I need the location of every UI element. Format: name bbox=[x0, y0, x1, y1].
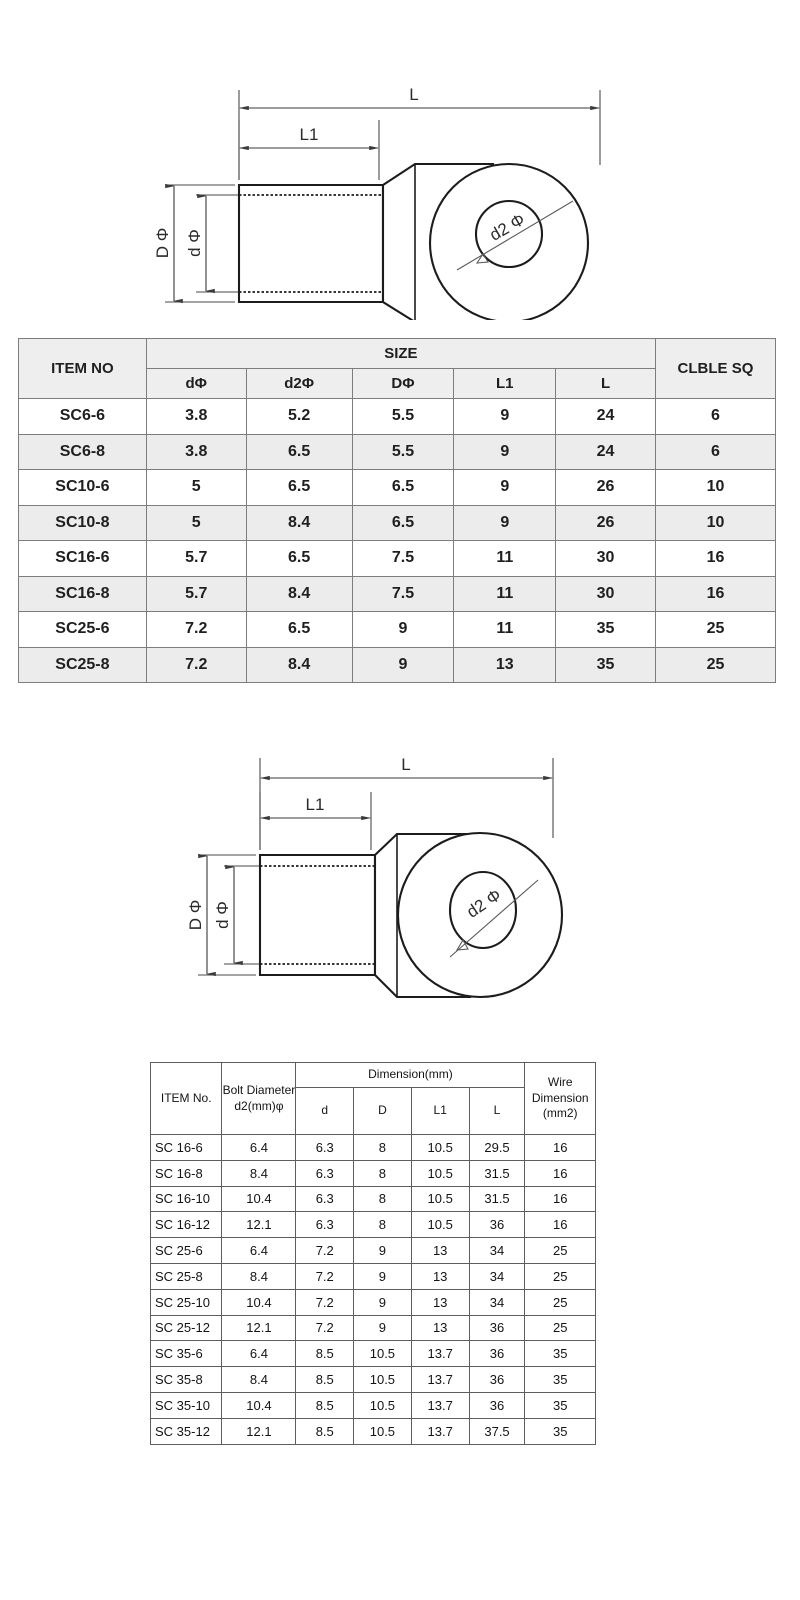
dimension-label-L1-2: L1 bbox=[305, 795, 325, 814]
cell-d2: 6.5 bbox=[246, 470, 352, 506]
table-row bbox=[19, 399, 776, 435]
dimension-label-L-2: L bbox=[401, 755, 411, 774]
cell-d: 7.2 bbox=[296, 1263, 354, 1289]
cell-L1: 13 bbox=[411, 1315, 469, 1341]
cell-wire: 35 bbox=[525, 1341, 596, 1367]
cell-bolt: 8.4 bbox=[222, 1367, 296, 1393]
cell-D: 10.5 bbox=[354, 1418, 412, 1444]
cell-L: 35 bbox=[556, 612, 656, 648]
cell-L: 26 bbox=[556, 505, 656, 541]
cell-D: 7.5 bbox=[352, 541, 454, 577]
cell-D: 7.5 bbox=[352, 576, 454, 612]
cell-d: 6.3 bbox=[296, 1160, 354, 1186]
cell-L: 36 bbox=[469, 1367, 525, 1393]
cell-d: 6.3 bbox=[296, 1186, 354, 1212]
cell-item: SC6-6 bbox=[19, 399, 147, 435]
dimension-label-D-2: D Φ bbox=[186, 899, 205, 931]
lug-diagram-bottom bbox=[0, 710, 800, 1040]
cell-d: 7.2 bbox=[296, 1289, 354, 1315]
cell-D: 10.5 bbox=[354, 1392, 412, 1418]
th-item-no: ITEM NO bbox=[19, 339, 147, 399]
cell-item: SC16-6 bbox=[19, 541, 147, 577]
table2-header-row-1 bbox=[151, 1063, 596, 1088]
cell-item: SC 25-12 bbox=[151, 1315, 222, 1341]
cell-d: 7.2 bbox=[296, 1315, 354, 1341]
cell-bolt: 10.4 bbox=[222, 1289, 296, 1315]
cell-wire: 25 bbox=[525, 1315, 596, 1341]
cell-D: 9 bbox=[354, 1315, 412, 1341]
cell-L: 24 bbox=[556, 434, 656, 470]
cell-d: 5.7 bbox=[146, 576, 246, 612]
cell-bolt: 10.4 bbox=[222, 1392, 296, 1418]
cell-L: 26 bbox=[556, 470, 656, 506]
cell-d: 8.5 bbox=[296, 1341, 354, 1367]
cell-D: 5.5 bbox=[352, 399, 454, 435]
cell-d2: 6.5 bbox=[246, 612, 352, 648]
cell-item: SC10-8 bbox=[19, 505, 147, 541]
cell-item: SC 35-8 bbox=[151, 1367, 222, 1393]
cell-L1: 9 bbox=[454, 434, 556, 470]
lug-body-outline-bottom bbox=[260, 833, 562, 997]
cell-d: 7.2 bbox=[146, 647, 246, 683]
cell-L1: 10.5 bbox=[411, 1212, 469, 1238]
table-row bbox=[151, 1160, 596, 1186]
cell-D: 8 bbox=[354, 1135, 412, 1161]
cell-d: 5.7 bbox=[146, 541, 246, 577]
cell-D: 9 bbox=[354, 1263, 412, 1289]
cell-bolt: 8.4 bbox=[222, 1263, 296, 1289]
cell-L1: 13 bbox=[411, 1238, 469, 1264]
dimension-label-d: d Φ bbox=[185, 229, 204, 257]
cell-d2: 5.2 bbox=[246, 399, 352, 435]
cell-d: 6.3 bbox=[296, 1135, 354, 1161]
table1-header-row-1 bbox=[19, 339, 776, 369]
table-row bbox=[19, 612, 776, 648]
cell-D: 6.5 bbox=[352, 470, 454, 506]
cell-item: SC25-6 bbox=[19, 612, 147, 648]
cell-wire: 35 bbox=[525, 1418, 596, 1444]
cell-d2: 8.4 bbox=[246, 576, 352, 612]
cell-wire: 35 bbox=[525, 1392, 596, 1418]
table-row bbox=[151, 1367, 596, 1393]
cell-D: 8 bbox=[354, 1186, 412, 1212]
cell-item: SC 16-8 bbox=[151, 1160, 222, 1186]
dimension-d-bottom bbox=[213, 866, 259, 964]
cell-D: 9 bbox=[354, 1289, 412, 1315]
cell-sq: 25 bbox=[655, 612, 775, 648]
cell-D: 8 bbox=[354, 1160, 412, 1186]
table-row bbox=[19, 434, 776, 470]
th2-dimension-group: Dimension(mm) bbox=[296, 1063, 525, 1088]
table2-body bbox=[151, 1135, 596, 1445]
table1-head bbox=[19, 339, 776, 399]
dimension-label-d-2: d Φ bbox=[213, 901, 232, 929]
th-L: L bbox=[556, 369, 656, 399]
cell-D: 10.5 bbox=[354, 1367, 412, 1393]
cell-d: 8.5 bbox=[296, 1392, 354, 1418]
th2-wire-dimension: Wire Dimension (mm2) bbox=[525, 1063, 596, 1135]
dimension-label-d2: d2 Φ bbox=[486, 209, 529, 245]
table-row bbox=[151, 1418, 596, 1444]
cell-L1: 13.7 bbox=[411, 1392, 469, 1418]
cell-L: 37.5 bbox=[469, 1418, 525, 1444]
cell-L1: 13.7 bbox=[411, 1367, 469, 1393]
cell-item: SC 35-10 bbox=[151, 1392, 222, 1418]
cell-d2: 8.4 bbox=[246, 505, 352, 541]
cell-L: 24 bbox=[556, 399, 656, 435]
cell-d: 7.2 bbox=[146, 612, 246, 648]
cell-wire: 25 bbox=[525, 1289, 596, 1315]
cell-item: SC 16-10 bbox=[151, 1186, 222, 1212]
cell-d: 5 bbox=[146, 470, 246, 506]
cell-L: 36 bbox=[469, 1341, 525, 1367]
table-row bbox=[151, 1212, 596, 1238]
th-d2: d2Φ bbox=[246, 369, 352, 399]
table-row bbox=[19, 576, 776, 612]
table-row bbox=[19, 470, 776, 506]
cell-d2: 6.5 bbox=[246, 541, 352, 577]
cell-item: SC 25-10 bbox=[151, 1289, 222, 1315]
cell-item: SC6-8 bbox=[19, 434, 147, 470]
cell-sq: 10 bbox=[655, 470, 775, 506]
cell-bolt: 6.4 bbox=[222, 1135, 296, 1161]
cell-L: 34 bbox=[469, 1289, 525, 1315]
cell-d: 3.8 bbox=[146, 399, 246, 435]
cell-item: SC16-8 bbox=[19, 576, 147, 612]
th-L1: L1 bbox=[454, 369, 556, 399]
cell-d2: 8.4 bbox=[246, 647, 352, 683]
lug-diagram-top bbox=[0, 20, 800, 320]
table-row bbox=[151, 1135, 596, 1161]
spec-table-secondary bbox=[150, 1062, 596, 1445]
cell-sq: 10 bbox=[655, 505, 775, 541]
cell-item: SC 16-12 bbox=[151, 1212, 222, 1238]
table-row bbox=[151, 1392, 596, 1418]
table-row bbox=[19, 505, 776, 541]
cell-wire: 16 bbox=[525, 1212, 596, 1238]
th2-item-no: ITEM No. bbox=[151, 1063, 222, 1135]
table-row bbox=[151, 1341, 596, 1367]
cell-D: 10.5 bbox=[354, 1341, 412, 1367]
cell-d: 6.3 bbox=[296, 1212, 354, 1238]
cell-bolt: 12.1 bbox=[222, 1212, 296, 1238]
dimension-L1-top bbox=[239, 120, 379, 180]
cell-sq: 6 bbox=[655, 434, 775, 470]
th-cable-sq: CLBLE SQ bbox=[655, 339, 775, 399]
cell-L1: 13 bbox=[411, 1263, 469, 1289]
dimension-L1-bottom bbox=[260, 792, 371, 850]
cell-item: SC25-8 bbox=[19, 647, 147, 683]
cell-L1: 9 bbox=[454, 399, 556, 435]
cell-d: 8.5 bbox=[296, 1367, 354, 1393]
cell-sq: 25 bbox=[655, 647, 775, 683]
cell-L1: 11 bbox=[454, 576, 556, 612]
cell-D: 6.5 bbox=[352, 505, 454, 541]
cell-L: 35 bbox=[556, 647, 656, 683]
cell-d: 3.8 bbox=[146, 434, 246, 470]
dimension-label-D: D Φ bbox=[153, 227, 172, 259]
cell-L: 36 bbox=[469, 1392, 525, 1418]
cell-sq: 16 bbox=[655, 576, 775, 612]
cell-L: 34 bbox=[469, 1238, 525, 1264]
cell-sq: 6 bbox=[655, 399, 775, 435]
cell-L: 36 bbox=[469, 1315, 525, 1341]
cell-bolt: 8.4 bbox=[222, 1160, 296, 1186]
cell-L1: 10.5 bbox=[411, 1186, 469, 1212]
cell-bolt: 12.1 bbox=[222, 1418, 296, 1444]
lug-body-outline-top bbox=[239, 164, 588, 320]
cell-wire: 25 bbox=[525, 1238, 596, 1264]
cell-bolt: 12.1 bbox=[222, 1315, 296, 1341]
cell-D: 5.5 bbox=[352, 434, 454, 470]
cell-sq: 16 bbox=[655, 541, 775, 577]
dimension-label-d2-2: d2 Φ bbox=[463, 885, 505, 922]
th2-L: L bbox=[469, 1088, 525, 1135]
table-row bbox=[19, 647, 776, 683]
dimension-label-L1: L1 bbox=[299, 125, 319, 144]
cell-item: SC 35-6 bbox=[151, 1341, 222, 1367]
table-row bbox=[151, 1238, 596, 1264]
cell-L1: 10.5 bbox=[411, 1160, 469, 1186]
cell-L: 31.5 bbox=[469, 1186, 525, 1212]
cell-L: 30 bbox=[556, 576, 656, 612]
cell-L1: 13 bbox=[411, 1289, 469, 1315]
cell-d: 7.2 bbox=[296, 1238, 354, 1264]
cell-D: 8 bbox=[354, 1212, 412, 1238]
cell-L1: 9 bbox=[454, 470, 556, 506]
cell-wire: 16 bbox=[525, 1160, 596, 1186]
th-d: dΦ bbox=[146, 369, 246, 399]
table-row bbox=[151, 1263, 596, 1289]
cell-d: 5 bbox=[146, 505, 246, 541]
dimension-d-top bbox=[185, 195, 238, 292]
table-row bbox=[151, 1289, 596, 1315]
cell-L1: 13.7 bbox=[411, 1418, 469, 1444]
cell-wire: 16 bbox=[525, 1186, 596, 1212]
cell-L: 30 bbox=[556, 541, 656, 577]
cell-L: 34 bbox=[469, 1263, 525, 1289]
cell-wire: 35 bbox=[525, 1367, 596, 1393]
th2-L1: L1 bbox=[411, 1088, 469, 1135]
cell-d: 8.5 bbox=[296, 1418, 354, 1444]
th2-D: D bbox=[354, 1088, 412, 1135]
table2-head bbox=[151, 1063, 596, 1135]
table-row bbox=[151, 1186, 596, 1212]
cell-item: SC10-6 bbox=[19, 470, 147, 506]
cell-L: 36 bbox=[469, 1212, 525, 1238]
cell-D: 9 bbox=[352, 612, 454, 648]
th2-bolt-diameter: Bolt Diameter d2(mm)φ bbox=[222, 1063, 296, 1135]
cell-L: 31.5 bbox=[469, 1160, 525, 1186]
cell-L1: 13.7 bbox=[411, 1341, 469, 1367]
table-row bbox=[151, 1315, 596, 1341]
table-row bbox=[19, 541, 776, 577]
cell-L1: 9 bbox=[454, 505, 556, 541]
dimension-label-L: L bbox=[409, 85, 419, 104]
cell-bolt: 10.4 bbox=[222, 1186, 296, 1212]
cell-L1: 11 bbox=[454, 612, 556, 648]
th-D: DΦ bbox=[352, 369, 454, 399]
cell-item: SC 25-8 bbox=[151, 1263, 222, 1289]
cell-L1: 13 bbox=[454, 647, 556, 683]
cell-d2: 6.5 bbox=[246, 434, 352, 470]
cell-D: 9 bbox=[352, 647, 454, 683]
cell-wire: 25 bbox=[525, 1263, 596, 1289]
cell-D: 9 bbox=[354, 1238, 412, 1264]
cell-L1: 10.5 bbox=[411, 1135, 469, 1161]
cell-bolt: 6.4 bbox=[222, 1238, 296, 1264]
cell-item: SC 16-6 bbox=[151, 1135, 222, 1161]
th2-d: d bbox=[296, 1088, 354, 1135]
cell-bolt: 6.4 bbox=[222, 1341, 296, 1367]
cell-wire: 16 bbox=[525, 1135, 596, 1161]
table1-body bbox=[19, 399, 776, 683]
th-size-group: SIZE bbox=[146, 339, 655, 369]
cell-item: SC 25-6 bbox=[151, 1238, 222, 1264]
spec-table-primary bbox=[18, 338, 776, 683]
cell-L1: 11 bbox=[454, 541, 556, 577]
cell-L: 29.5 bbox=[469, 1135, 525, 1161]
cell-item: SC 35-12 bbox=[151, 1418, 222, 1444]
